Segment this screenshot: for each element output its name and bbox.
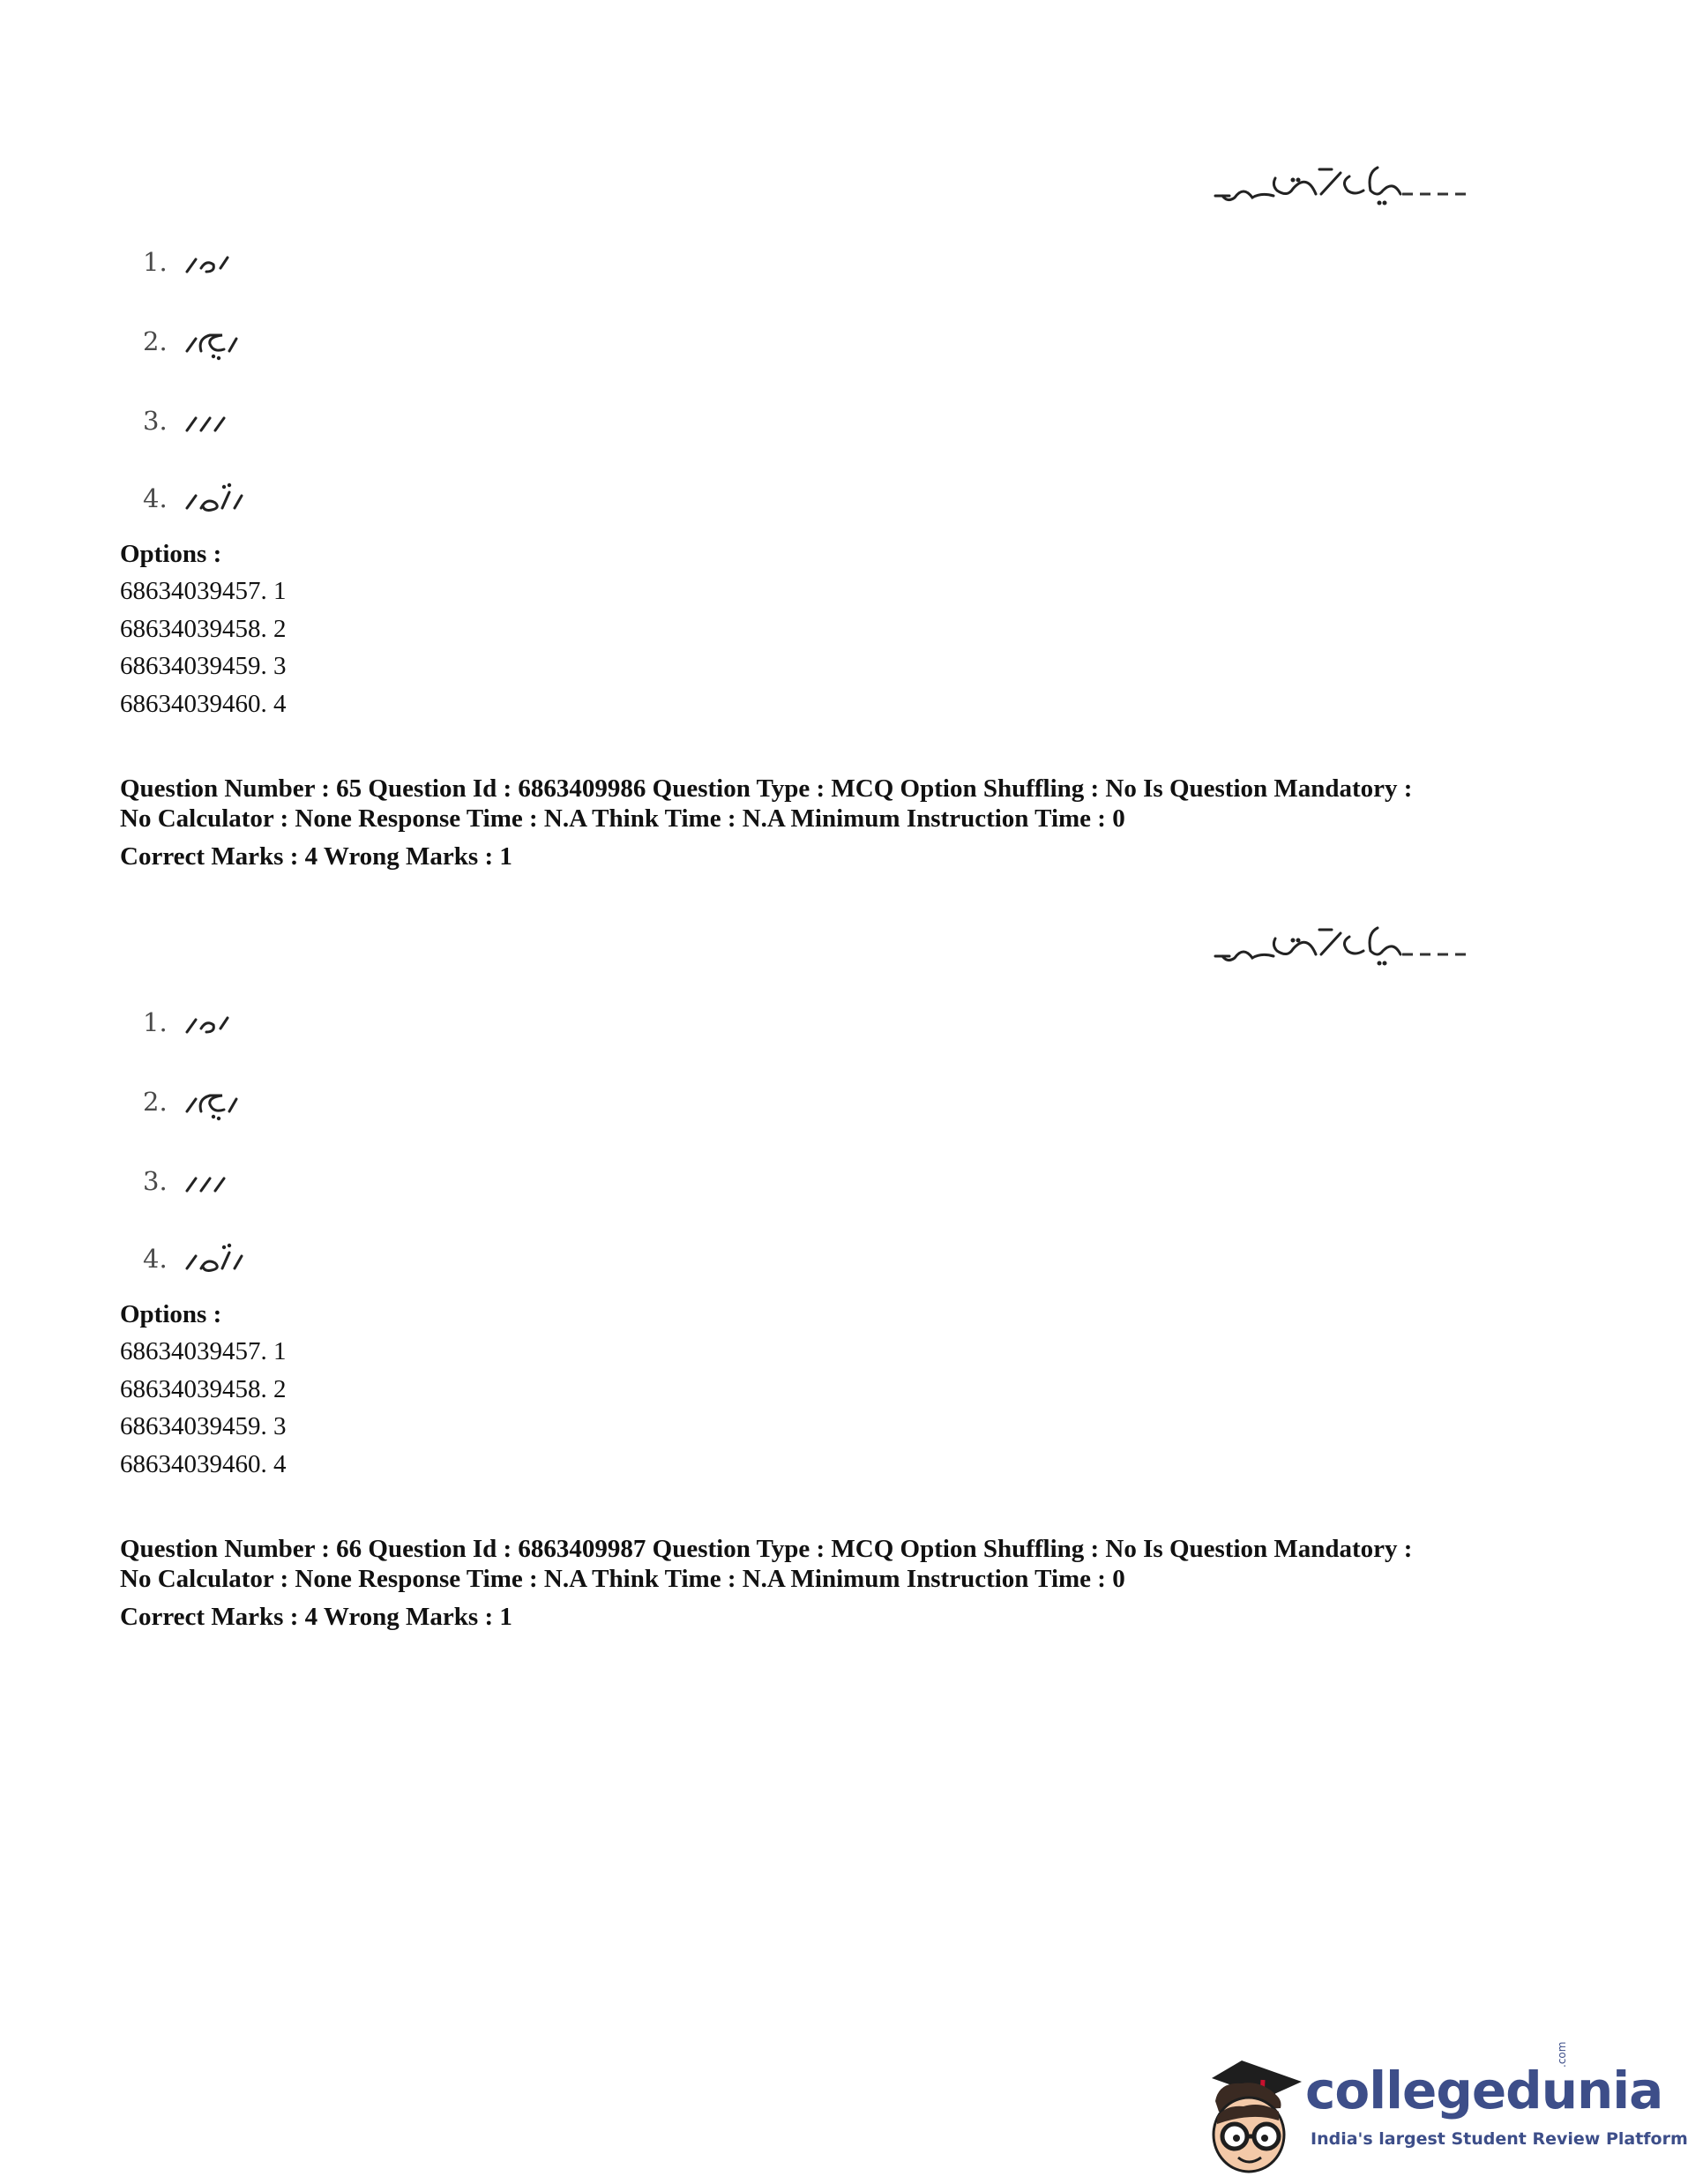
urdu-option-4: [143, 476, 277, 520]
question-meta-line-1: Question Number : 66 Question Id : 6863409987 Question Type : MCQ Option Shuffling : No Is Question Mandatory :: [120, 1535, 1413, 1563]
question-marks: Correct Marks : 4 Wrong Marks : 1: [120, 1603, 512, 1631]
option-id-line: 68634039460. 4: [120, 1450, 287, 1478]
option-number: 2.: [143, 1087, 168, 1117]
urdu-option-glyph: [180, 478, 277, 519]
option-id-line: 68634039458. 2: [120, 1375, 287, 1403]
urdu-option-2: [143, 319, 277, 363]
urdu-option-glyph: [180, 321, 277, 362]
urdu-question-image: [1208, 164, 1473, 213]
option-id-line: 68634039459. 3: [120, 1412, 287, 1440]
option-number: 1.: [143, 247, 168, 277]
urdu-option-glyph: [180, 1002, 277, 1043]
urdu-option-glyph: [180, 400, 277, 441]
urdu-option-glyph: [180, 1161, 277, 1201]
option-number: 4.: [143, 483, 168, 513]
question-marks: Correct Marks : 4 Wrong Marks : 1: [120, 842, 512, 871]
option-id-line: 68634039457. 1: [120, 1337, 287, 1365]
urdu-option-glyph: [180, 1081, 277, 1122]
options-heading: Options :: [120, 1300, 222, 1328]
urdu-option-2: [143, 1080, 277, 1124]
option-number: 4.: [143, 1244, 168, 1274]
option-id-line: 68634039460. 4: [120, 690, 287, 718]
option-number: 1.: [143, 1007, 168, 1037]
urdu-option-glyph: [180, 242, 277, 282]
urdu-option-1: [143, 240, 277, 284]
question-meta-line-2: No Calculator : None Response Time : N.A Think Time : N.A Minimum Instruction Time : 0: [120, 1565, 1125, 1593]
urdu-question-image: [1208, 924, 1473, 974]
urdu-option-3: [143, 399, 277, 443]
option-id-line: 68634039458. 2: [120, 615, 287, 643]
option-number: 3.: [143, 406, 168, 436]
mascot-icon: [1198, 2055, 1307, 2179]
logo-tagline: India's largest Student Review Platform: [1311, 2129, 1688, 2149]
urdu-option-1: [143, 1000, 277, 1044]
urdu-option-4: [143, 1237, 277, 1281]
question-meta-line-2: No Calculator : None Response Time : N.A Think Time : N.A Minimum Instruction Time : 0: [120, 804, 1125, 833]
option-id-line: 68634039459. 3: [120, 652, 287, 680]
option-number: 2.: [143, 326, 168, 356]
logo-wordmark: collegedunia: [1305, 2061, 1663, 2120]
question-meta-line-1: Question Number : 65 Question Id : 6863409986 Question Type : MCQ Option Shuffling : No Is Question Mandatory :: [120, 774, 1413, 803]
urdu-option-glyph: [180, 1238, 277, 1279]
option-number: 3.: [143, 1166, 168, 1196]
options-heading: Options :: [120, 540, 222, 568]
option-id-line: 68634039457. 1: [120, 577, 287, 605]
urdu-option-3: [143, 1159, 277, 1203]
logo-suffix: .com: [1556, 2041, 1568, 2068]
collegedunia-logo: [1198, 2041, 1688, 2179]
